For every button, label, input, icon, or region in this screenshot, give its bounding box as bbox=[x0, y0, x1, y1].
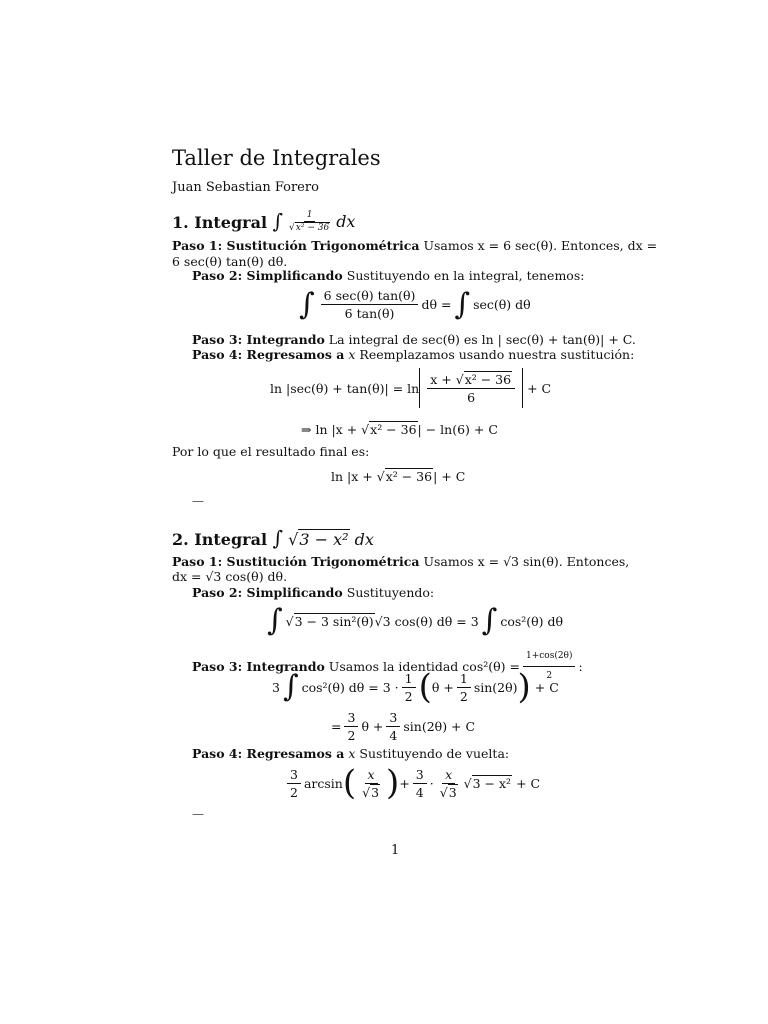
document-title: Taller de Integrales bbox=[172, 146, 381, 170]
s2-step4: Paso 4: Regresamos a x Sustituyendo de vuelta: bbox=[192, 746, 510, 761]
s2-step2: Paso 2: Simplificando Sustituyendo: bbox=[192, 585, 435, 600]
s1-step1: Paso 1: Sustitución Trigonométrica Usamos x = 6 sec(θ). Entonces, dx = bbox=[172, 238, 658, 253]
s1-equation-1: ∫ $\frac{6 \sec(\theta) \tan(\theta)}{6 \tan(\theta)}$ dθ = ∫ sec(θ) dθ bbox=[299, 286, 531, 322]
s1-equation-3: ⇒ ln |x + √ x² − 36 | − ln(6) + C bbox=[301, 421, 498, 437]
s1-step4: Paso 4: Regresamos a x Reemplazamos usando nuestra sustitución: bbox=[192, 347, 635, 362]
s1-final-intro: Por lo que el resultado final es: bbox=[172, 444, 370, 459]
s1-step3: Paso 3: Integrando La integral de sec(θ) es ln | sec(θ) + tan(θ)| + C. bbox=[192, 332, 636, 347]
page-number: 1 bbox=[391, 843, 400, 858]
s1-step2: Paso 2: Simplificando Sustituyendo en la integral, tenemos: bbox=[192, 268, 585, 283]
s2-step1: Paso 1: Sustitución Trigonométrica Usamos x = √3 sin(θ). Entonces, bbox=[172, 554, 630, 569]
s2-equation-2: 3 ∫ cos²(θ) dθ = 3 · $\frac{1}{2}$ ( θ + $\frac{1}{2}$ sin(2θ) ) + C bbox=[272, 667, 559, 707]
separator-2: — bbox=[192, 807, 204, 821]
s2-step1-cont: dx = √3 cos(θ) dθ. bbox=[172, 569, 288, 584]
s2-equation-4: $\frac{3}{2}$ arcsin ( $\frac{x}{√3}$ ) + $\frac{3}{4}$ · $\frac{x}{√3}$ √ 3 − x² + C bbox=[284, 766, 540, 800]
s2-equation-1: ∫ √ 3 − 3 sin²(θ) √3 cos(θ) dθ = 3 ∫ cos²(θ) dθ bbox=[267, 603, 564, 638]
section-1-heading bbox=[172, 209, 355, 233]
author-name: Juan Sebastian Forero bbox=[172, 180, 319, 195]
s2-step3: Paso 3: Integrando Usamos la identidad cos²(θ) = $\frac{1+\cos(2\theta)}{2}$ : bbox=[192, 648, 583, 685]
section-1-title: Integral bbox=[194, 213, 268, 232]
section-1-formula: ∫ $\frac{1}{\text{√x² − 36}}$ dx bbox=[272, 209, 356, 233]
section-2-title: Integral bbox=[194, 530, 268, 549]
section-2-number: 2. bbox=[172, 530, 189, 549]
section-2-formula: ∫ √3 − x² dx bbox=[272, 526, 374, 550]
s2-equation-3: = $\frac{3}{2}$ θ + $\frac{3}{4}$ sin(2θ) + C bbox=[331, 710, 476, 743]
section-1-number: 1. bbox=[172, 213, 189, 232]
section-2-heading bbox=[172, 526, 374, 550]
s1-step1-cont: 6 sec(θ) tan(θ) dθ. bbox=[172, 254, 288, 269]
s1-final-result: ln |x + √ x² − 36 | + C bbox=[331, 468, 466, 484]
integrand-fraction: $\frac{1}{\text{√x² − 36}}$ bbox=[289, 209, 330, 233]
s1-equation-2: ln |sec(θ) + tan(θ)| = ln $\frac{\text{x + √x² − 36}}{6}$ + C bbox=[270, 368, 551, 408]
separator-1: — bbox=[192, 494, 204, 508]
